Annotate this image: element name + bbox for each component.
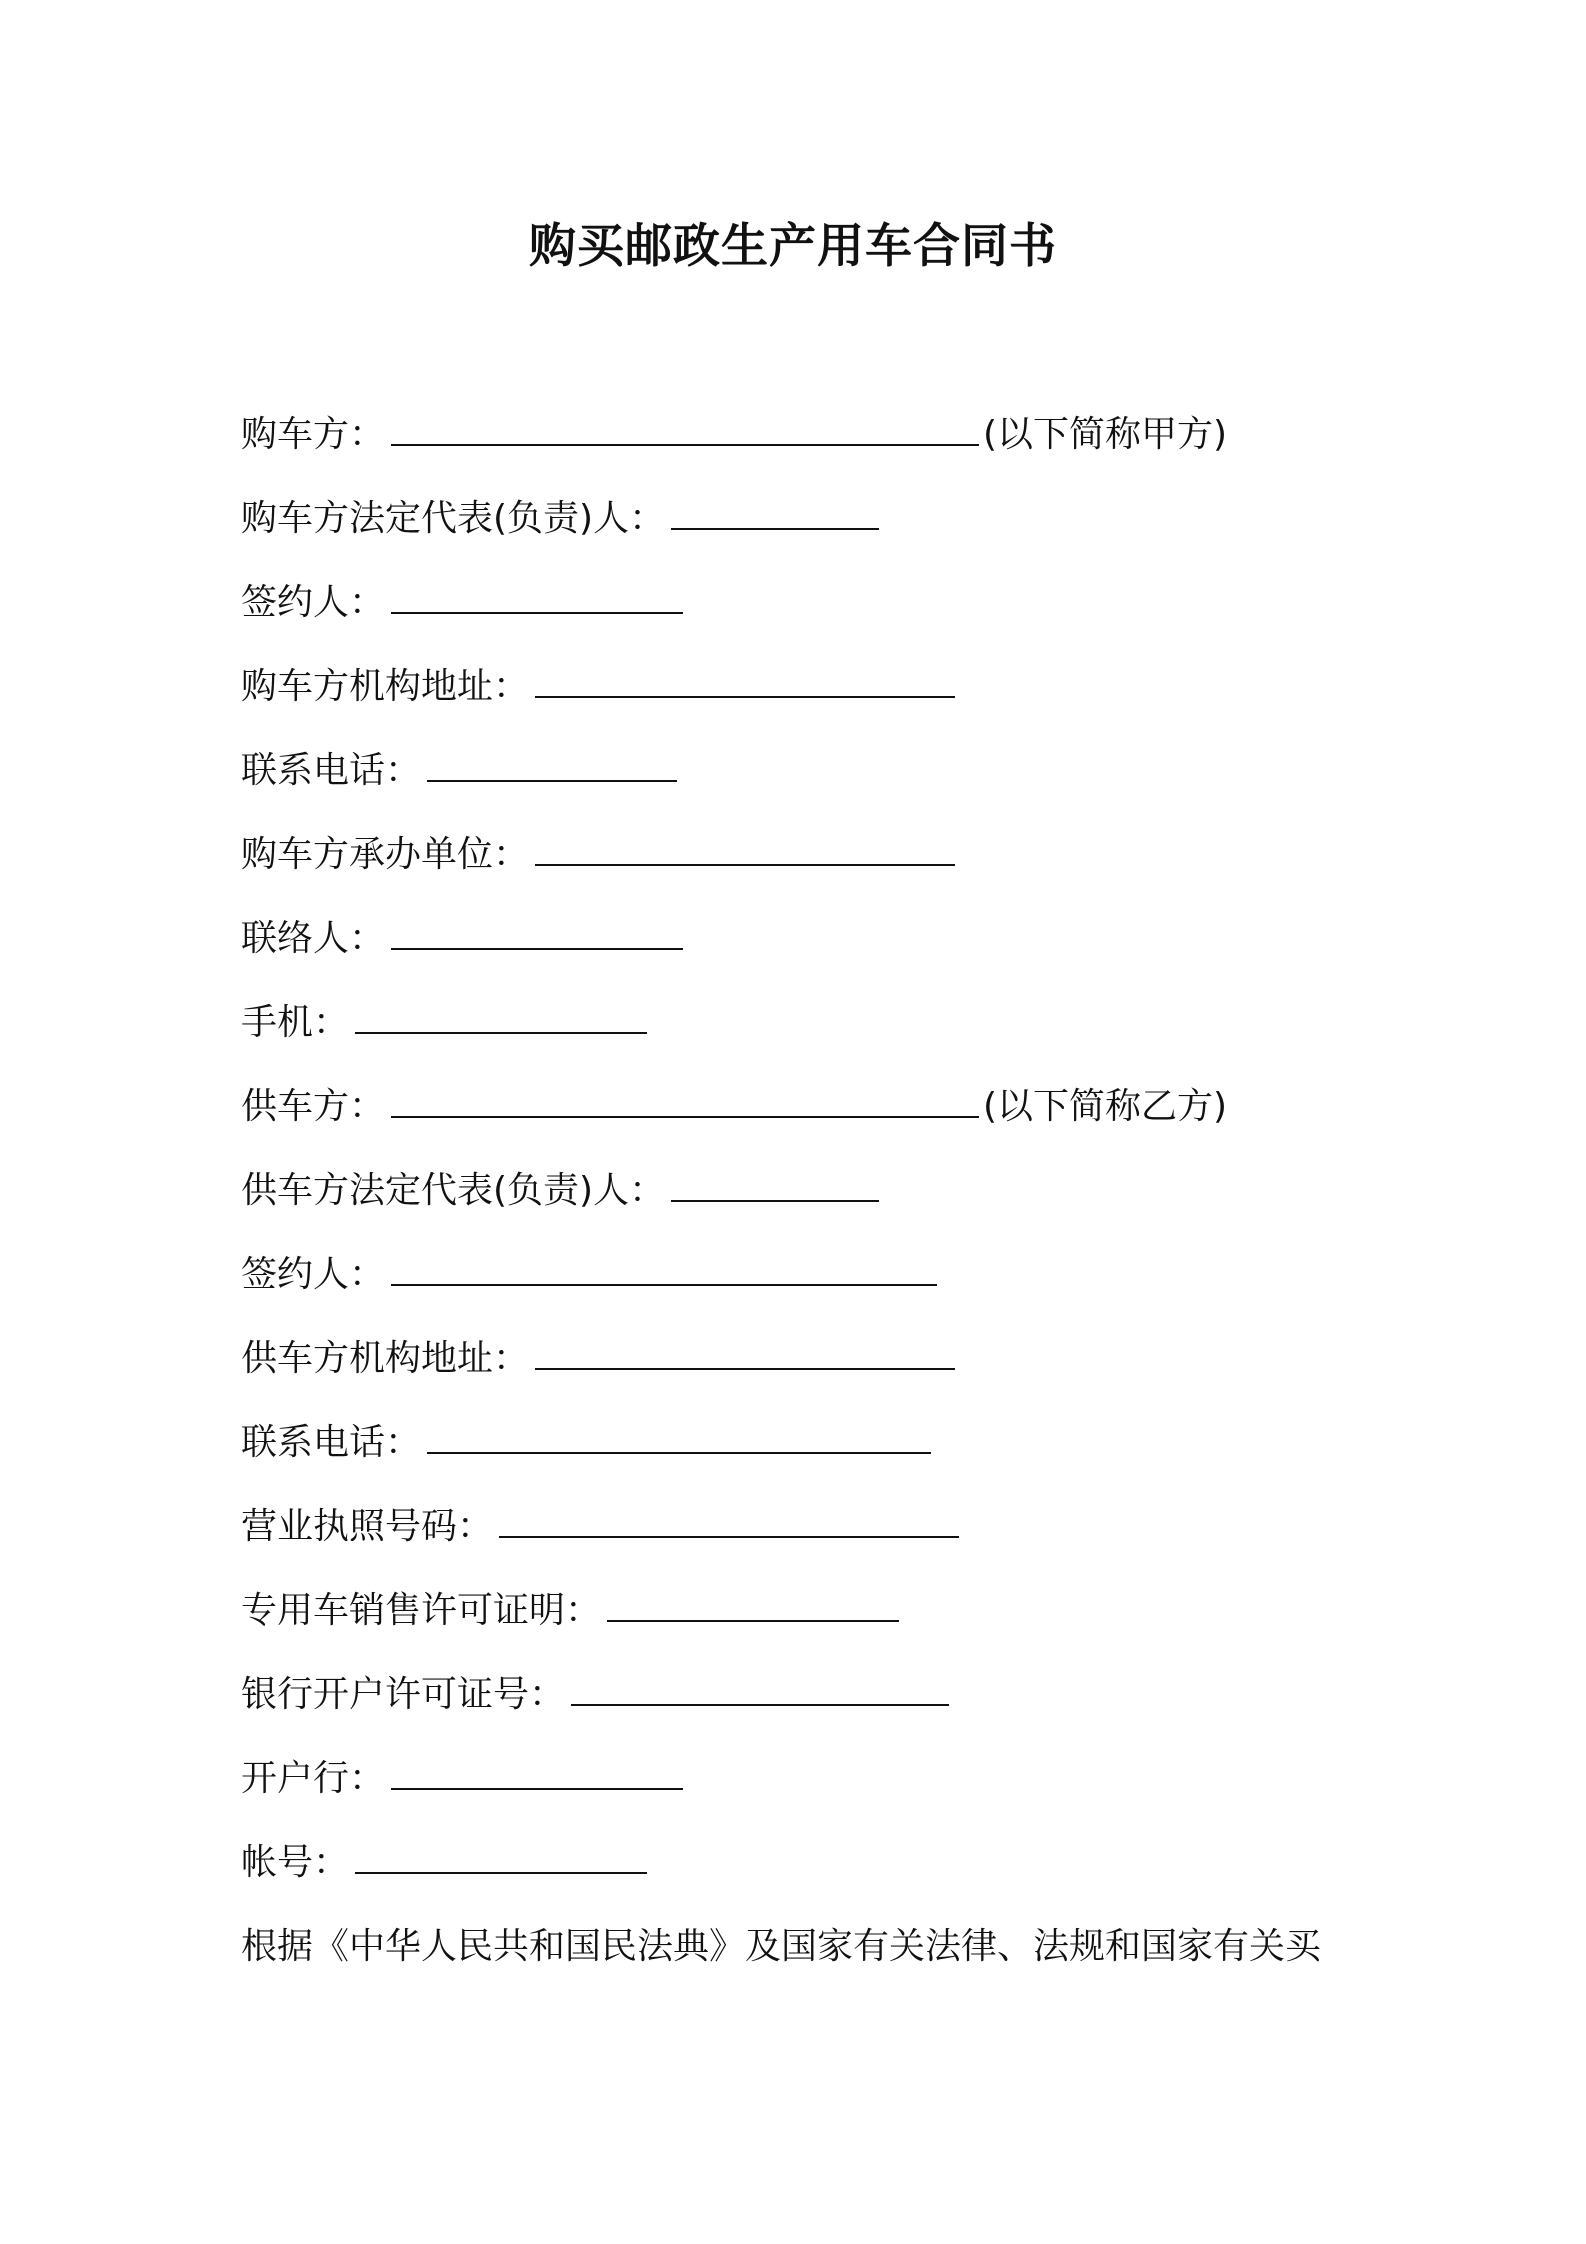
field-buyer-handling-unit [241,824,1441,908]
field-label: 购车方法定代表(负责)人： [241,498,666,539]
fill-in-blank [391,404,979,446]
field-label: 营业执照号码： [241,1506,494,1547]
fill-in-blank [355,992,647,1034]
field-seller-signatory [241,1244,1441,1328]
field-label: 供车方机构地址： [241,1338,530,1379]
fill-in-blank [427,1412,931,1454]
field-label: 签约人： [241,1254,386,1295]
field-label: 联系电话： [241,1422,422,1463]
fill-in-blank [535,1328,955,1370]
field-seller-legal-rep [241,1160,1441,1244]
field-suffix: (以下简称乙方) [983,1086,1228,1127]
field-seller [241,1076,1441,1160]
field-label: 供车方： [241,1086,386,1127]
preamble-text: 根据《中华人民共和国民法典》及国家有关法律、法规和国家有关买 [241,1926,1322,1967]
field-bank [241,1748,1441,1832]
field-label: 供车方法定代表(负责)人： [241,1170,666,1211]
fill-in-blank [671,1160,879,1202]
field-suffix: (以下简称甲方) [983,414,1228,455]
field-label: 联络人： [241,918,386,959]
fill-in-blank [571,1664,949,1706]
field-label: 签约人： [241,582,386,623]
field-buyer-legal-rep [241,488,1441,572]
field-label: 开户行： [241,1758,386,1799]
fill-in-blank [427,740,677,782]
fill-in-blank [391,572,683,614]
fill-in-blank [391,1244,937,1286]
field-buyer-mobile [241,992,1441,1076]
document-title: 购买邮政生产用车合同书 [529,219,1057,274]
field-label: 帐号： [241,1842,350,1883]
fill-in-blank [535,824,955,866]
field-business-license [241,1496,1441,1580]
field-buyer-phone [241,740,1441,824]
fill-in-blank [535,656,955,698]
field-seller-address [241,1328,1441,1412]
field-special-vehicle-permit [241,1580,1441,1664]
fill-in-blank [671,488,879,530]
field-label: 专用车销售许可证明： [241,1590,602,1631]
field-buyer-contact [241,908,1441,992]
fill-in-blank [607,1580,899,1622]
field-label: 购车方机构地址： [241,666,530,707]
field-label: 联系电话： [241,750,422,791]
field-bank-permit [241,1664,1441,1748]
fill-in-blank [391,1076,979,1118]
field-label: 手机： [241,1002,350,1043]
fill-in-blank [391,1748,683,1790]
field-label: 银行开户许可证号： [241,1674,566,1715]
field-label: 购车方： [241,414,386,455]
fill-in-blank [499,1496,959,1538]
field-label: 购车方承办单位： [241,834,530,875]
field-buyer-signatory [241,572,1441,656]
fill-in-blank [355,1832,647,1874]
field-seller-phone [241,1412,1441,1496]
field-buyer [241,404,1441,488]
party-info-list [241,404,1441,1916]
fill-in-blank [391,908,683,950]
field-buyer-address [241,656,1441,740]
field-account-number [241,1832,1441,1916]
